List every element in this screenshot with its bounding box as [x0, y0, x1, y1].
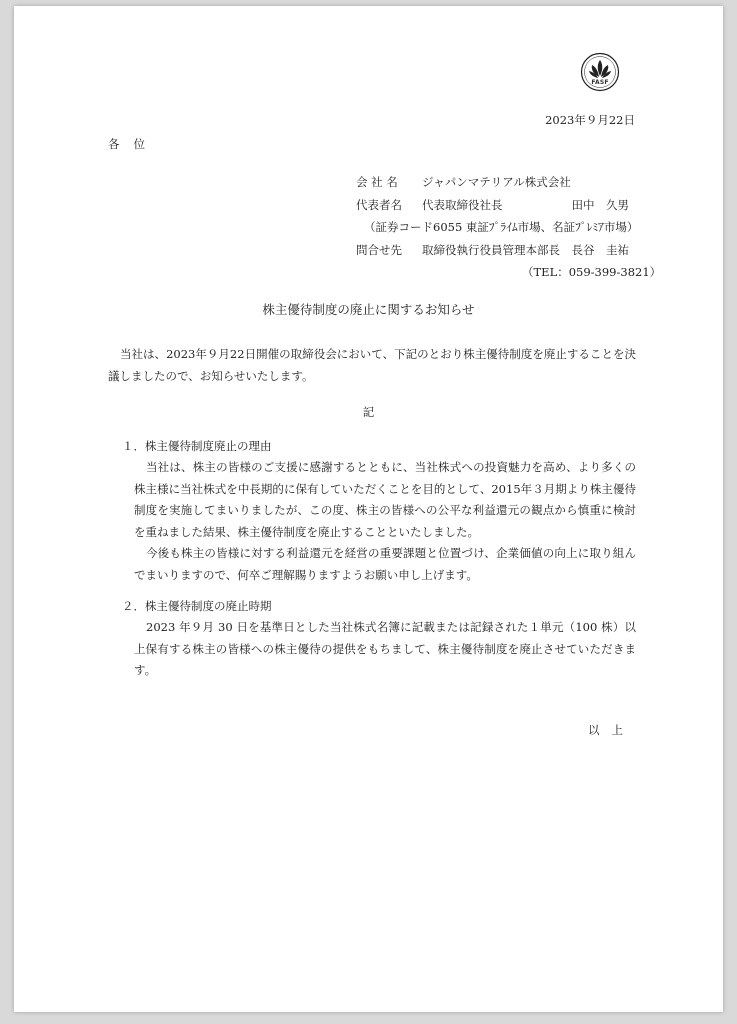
section-2-title: ２．株主優待制度の廃止時期	[122, 599, 272, 613]
representative-value: 代表取締役社長 田中 久男	[422, 198, 629, 212]
leaf-emblem-icon	[580, 52, 620, 92]
closing-remark: 以上	[588, 723, 635, 737]
intro-paragraph: 当社は、2023年９月22日開催の取締役会において、下記のとおり株主優待制度を廃止することを決議しましたので、お知らせいたします。	[108, 347, 636, 383]
phone-row	[522, 264, 661, 280]
company-logo	[580, 52, 620, 92]
logo-text: FASF	[591, 79, 609, 86]
company-name-label: 会 社 名	[356, 175, 398, 189]
document-date: 2023年９月22日	[545, 113, 635, 127]
representative-label: 代表者名	[356, 198, 402, 212]
company-name-value: ジャパンマテリアル株式会社	[422, 175, 571, 189]
contact-label: 問合せ先	[356, 243, 402, 257]
section-1-paragraph-1: 当社は、株主の皆様のご支援に感謝するとともに、当社株式への投資魅力を高め、より多くの株主様に当社株式を中長期的に保有していただくことを目的として、2015年３月期より株主優待制度を実施してまいりましたが、この度、株主の皆様への公平な利益還元の観点から慎重に検討を重ねました結果、株主優待制度を廃止することといたしました。	[134, 460, 636, 539]
stock-code-value: （証券コード6055 東証ﾌﾟﾗｲﾑ市場、名証ﾌﾟﾚﾐｱ市場）	[364, 220, 639, 234]
document-page	[14, 6, 723, 1012]
ki-heading: 記	[362, 405, 375, 419]
section-1-title: １．株主優待制度廃止の理由	[122, 439, 272, 453]
representative-row	[356, 197, 629, 213]
section-2-paragraph-1: 2023 年９月 30 日を基準日とした当社株式名簿に記載または記録された１単元（100 株）以上保有する株主の皆様への株主優待の提供をもちまして、株主優待制度を廃止させていただきます。	[134, 620, 636, 677]
company-name-row	[356, 174, 571, 190]
contact-value: 取締役執行役員管理本部長 長谷 圭祐	[422, 243, 629, 257]
contact-row	[356, 242, 629, 258]
section-1-paragraph-2: 今後も株主の皆様に対する利益還元を経営の重要課題と位置づけ、企業価値の向上に取り組んでまいりますので、何卒ご理解賜りますようお願い申し上げます。	[134, 546, 636, 582]
stock-code-row	[364, 219, 638, 235]
addressee: 各位	[108, 137, 159, 151]
document-title: 株主優待制度の廃止に関するお知らせ	[262, 302, 475, 317]
phone-value: （TEL：059-399-3821）	[522, 265, 662, 279]
